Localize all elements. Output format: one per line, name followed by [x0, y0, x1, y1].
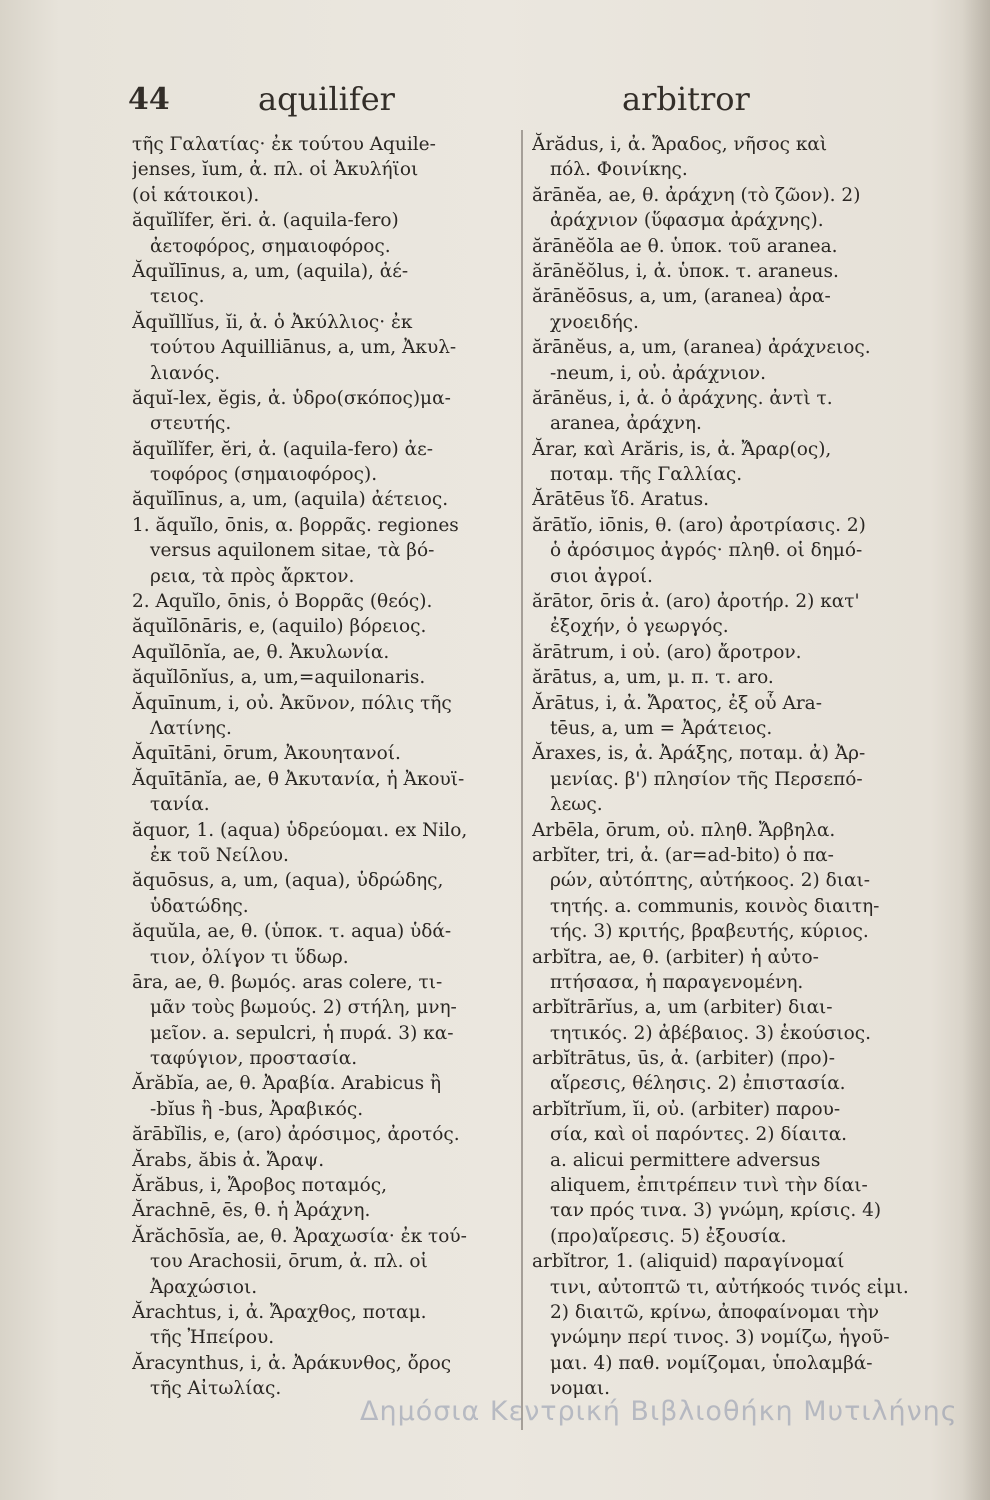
entry-line: (οἱ κάτοικοι).	[132, 184, 260, 206]
entry-line: τούτου Aquilliānus, a, um, Ἀκυλ-	[150, 337, 457, 359]
entry-line: ἀράχνιον (ὕφασμα ἀράχνης).	[550, 210, 824, 232]
entry-line: arbĭtrārĭus, a, um (arbiter) διαι-	[532, 997, 833, 1019]
entry-line: τῆς Ἠπείρου.	[150, 1327, 275, 1349]
entry-line: a. alicui permittere adversus	[550, 1149, 821, 1171]
entry-line: μεῖον. a. sepulcri, ἡ πυρά. 3) κα-	[150, 1022, 454, 1044]
entry-line: Ăquĭllĭus, ĭi, ἀ. ὁ Ἀκύλλιος· ἐκ	[132, 311, 413, 333]
entry-line: γνώμην περί τινος. 3) νομίζω, ἡγοῦ-	[550, 1327, 890, 1349]
entry-line: ărānĕa, ae, θ. ἀράχνη (τὸ ζῶον). 2)	[532, 184, 861, 206]
entry-line: Λατίνης.	[150, 717, 232, 739]
entry-line: τιον, ὀλίγον τι ὕδωρ.	[150, 946, 349, 968]
entry-line: versus aquilonem sitae, τὰ βό-	[150, 540, 435, 562]
entry-line: -neum, i, οὐ. ἀράχνιον.	[550, 362, 766, 384]
entry-line: μαι. 4) παθ. νομίζομαι, ὑπολαμβά-	[550, 1352, 873, 1374]
entry-line: Ărātēus ἴδ. Aratus.	[532, 489, 710, 511]
entry-line: Ărăbĭa, ae, θ. Ἀραβία. Arabicus ἢ	[132, 1073, 442, 1095]
entry-line: arbĭtra, ae, θ. (arbiter) ἡ αὐτο-	[532, 946, 819, 968]
entry-line: -bĭus ἢ -bus, Ἀραβικός.	[150, 1098, 364, 1120]
page-edge-shadow	[962, 0, 990, 1500]
entry-line: ăquĭlōnĭus, a, um,=aquilonaris.	[132, 667, 426, 689]
entry-line: arbĭtror, 1. (aliquid) παραγίνομαί	[532, 1251, 845, 1273]
entry-line: ăquĭlĭfer, ĕri. ἀ. (aquila-fero)	[132, 210, 399, 232]
entry-line: Ărachtus, i, ἀ. Ἄραχθος, ποταμ.	[132, 1301, 427, 1323]
entry-line: 2) διαιτῶ, κρίνω, ἀποφαίνομαι τὴν	[550, 1301, 879, 1323]
entry-line: ὁ ἀρόσιμος ἀγρός· πληθ. οἱ δημό-	[550, 540, 863, 562]
entry-line: τῆς Αἰτωλίας.	[150, 1378, 282, 1400]
entry-line: āra, ae, θ. βωμός. aras colere, τι-	[132, 971, 443, 993]
page-number: 44	[128, 82, 170, 117]
entry-line: jenses, ĭum, ἀ. πλ. οἱ Ἀκυλήϊοι	[132, 159, 419, 181]
right-column	[532, 132, 917, 1402]
entry-line: λεως.	[550, 794, 603, 816]
entry-line: ărātus, a, um, μ. π. τ. aro.	[532, 667, 774, 689]
entry-line: ărānĕus, i, ἀ. ὁ ἀράχνης. ἀντὶ τ.	[532, 387, 833, 409]
entry-line: aliquem, ἐπιτρέπειν τινὶ τὴν δίαι-	[550, 1175, 868, 1197]
entry-line: πόλ. Φοινίκης.	[550, 159, 688, 181]
entry-line: Ărădus, i, ἀ. Ἄραδος, νῆσος καὶ	[532, 134, 828, 155]
left-column	[132, 132, 514, 1402]
running-headword-right: arbitror	[622, 80, 750, 118]
library-watermark: Δημόσια Κεντρική Βιβλιοθήκη Μυτιλήνης	[360, 1396, 958, 1427]
entry-line: ταν πρός τινα. 3) γνώμη, κρίσις. 4)	[550, 1200, 882, 1222]
entry-line: Ărabs, ăbis ἀ. Ἄραψ.	[132, 1149, 325, 1171]
entry-line: ăquĭlīnus, a, um, (aquila) ἀέτειος.	[132, 489, 449, 511]
entry-line: τινι, αὐτοπτῶ τι, αὐτήκοός τινός εἰμι.	[550, 1276, 909, 1298]
entry-line: ărātĭo, iōnis, θ. (aro) ἀροτρίασις. 2)	[532, 514, 866, 536]
column-divider	[521, 130, 523, 1430]
entry-line: ărābĭlis, e, (aro) ἀρόσιμος, ἀροτός.	[132, 1124, 460, 1146]
entry-line: αἵρεσις, θέλησις. 2) ἐπιστασία.	[550, 1073, 846, 1095]
entry-line: ăquor, 1. (aqua) ὑδρεύομαι. ex Nilo,	[132, 819, 468, 841]
entry-line: Ăquīnum, i, οὐ. Ἀκῦνον, πόλις τῆς	[132, 692, 452, 714]
entry-line: arbĭter, tri, ἀ. (ar=ad-bito) ὁ πα-	[532, 844, 834, 866]
entry-line: ἀετοφόρος, σημαιοφόρος.	[150, 235, 391, 257]
page-header	[0, 82, 990, 132]
entry-line: Ărăbus, i, Ἄροβος ποταμός,	[132, 1175, 388, 1197]
entry-line: μᾶν τοὺς βωμούς. 2) στήλη, μνη-	[150, 997, 457, 1019]
entry-line: ărātrum, i οὐ. (aro) ἄροτρον.	[532, 641, 802, 663]
entry-line: ὑδατώδης.	[150, 895, 249, 917]
entry-line: τητής. a. communis, κοινὸς διαιτη-	[550, 895, 880, 917]
entry-line: ăquōsus, a, um, (aqua), ὑδρώδης,	[132, 870, 444, 892]
entry-line: τοφόρος (σημαιοφόρος).	[150, 464, 378, 486]
entry-line: Ărar, καὶ Arăris, is, ἀ. Ἄραρ(ος),	[532, 438, 832, 460]
entry-line: ăquŭla, ae, θ. (ὑποκ. τ. aqua) ὑδά-	[132, 921, 452, 943]
entry-line: ἐξοχήν, ὁ γεωργός.	[550, 616, 729, 638]
entry-line: ărānĕŏla ae θ. ὑποκ. τοῦ aranea.	[532, 235, 838, 257]
entry-line: νομαι.	[550, 1378, 611, 1400]
entry-line: aranea, ἀράχνη.	[550, 413, 702, 435]
entry-line: Ăquītānĭa, ae, θ Ἀκυτανία, ἡ Ἀκουϊ-	[132, 768, 465, 790]
entry-line: arbĭtrātus, ūs, ἀ. (arbiter) (προ)-	[532, 1048, 836, 1070]
entry-line: ἐκ τοῦ Νείλου.	[150, 844, 289, 866]
entry-line: 1. ăquĭlo, ōnis, α. βορρᾶς. regiones	[132, 514, 459, 536]
entry-line: χνοειδής.	[550, 311, 639, 333]
entry-line: τητικός. 2) ἀβέβαιος. 3) ἑκούσιος.	[550, 1022, 871, 1044]
entry-line: Ărachnē, ēs, θ. ἡ Ἀράχνη.	[132, 1200, 371, 1222]
running-headword-left: aquilifer	[258, 80, 395, 118]
entry-line: σιοι ἀγροί.	[550, 565, 653, 587]
entry-line: Ăraxes, is, ἀ. Ἀράξης, ποταμ. ἀ) Ἀρ-	[532, 743, 866, 765]
entry-line: tēus, a, um = Ἀράτειος.	[550, 717, 773, 739]
entry-line: Ăracynthus, i, ἀ. Ἀράκυνθος, ὄρος	[132, 1352, 452, 1374]
entry-line: στευτής.	[150, 413, 232, 435]
entry-line: ăquĭlōnāris, e, (aquilo) βόρειος.	[132, 616, 427, 638]
entry-line: Aquĭlōnĭa, ae, θ. Ἀκυλωνία.	[132, 641, 390, 663]
entry-line: ărānĕōsus, a, um, (aranea) ἀρα-	[532, 286, 831, 308]
entry-line: του Arachosii, ōrum, ἀ. πλ. οἱ	[150, 1251, 428, 1273]
entry-line: Arbēla, ōrum, οὐ. πληθ. Ἄρβηλα.	[532, 819, 836, 841]
entry-line: Ἀραχώσιοι.	[150, 1276, 258, 1298]
entry-line: τειος.	[150, 286, 205, 308]
entry-line: τῆς Γαλατίας· ἐκ τούτου Aquile-	[132, 134, 436, 155]
entry-line: ăquĭlĭfer, ĕri, ἀ. (aquila-fero) ἀε-	[132, 438, 433, 460]
entry-line: τανία.	[150, 794, 210, 816]
entry-line: Ărăchōsĭa, ae, θ. Ἀραχωσία· ἐκ τού-	[132, 1225, 467, 1247]
entry-line: ărānĕus, a, um, (aranea) ἀράχνειος.	[532, 337, 871, 359]
entry-line: πτήσασα, ἡ παραγενομένη.	[550, 971, 804, 993]
entry-line: μενίας. β') πλησίον τῆς Περσεπό-	[550, 768, 863, 790]
entry-line: ρεια, τὰ πρὸς ἄρκτον.	[150, 565, 355, 587]
entry-line: ărānĕŏlus, i, ἀ. ὑποκ. τ. araneus.	[532, 260, 839, 282]
entry-line: ρών, αὐτόπτης, αὐτήκοος. 2) διαι-	[550, 870, 870, 892]
entry-line: ărātor, ōris ἀ. (aro) ἀροτήρ. 2) κατ'	[532, 591, 860, 613]
entry-line: ποταμ. τῆς Γαλλίας.	[550, 464, 743, 486]
entry-line: τής. 3) κριτής, βραβευτής, κύριος.	[550, 921, 869, 943]
entry-line: σία, καὶ οἱ παρόντες. 2) δίαιτα.	[550, 1124, 848, 1146]
entry-line: (προ)αἵρεσις. 5) ἐξουσία.	[550, 1225, 787, 1247]
entry-line: Ăquītāni, ōrum, Ἀκουητανοί.	[132, 743, 401, 765]
entry-line: ăquĭ-lex, ĕgis, ἀ. ὑδρο(σκόπος)μα-	[132, 387, 451, 409]
entry-line: 2. Aquĭlo, ōnis, ὁ Βορρᾶς (θεός).	[132, 591, 433, 613]
entry-line: λιανός.	[150, 362, 221, 384]
entry-line: arbĭtrĭum, ĭi, οὐ. (arbiter) παρου-	[532, 1098, 841, 1120]
entry-line: ταφύγιον, προστασία.	[150, 1048, 358, 1070]
entry-line: Ărātus, i, ἀ. Ἄρατος, ἐξ οὗ Ara-	[532, 692, 822, 714]
entry-line: Ăquĭlīnus, a, um, (aquila), ἀέ-	[132, 260, 409, 282]
